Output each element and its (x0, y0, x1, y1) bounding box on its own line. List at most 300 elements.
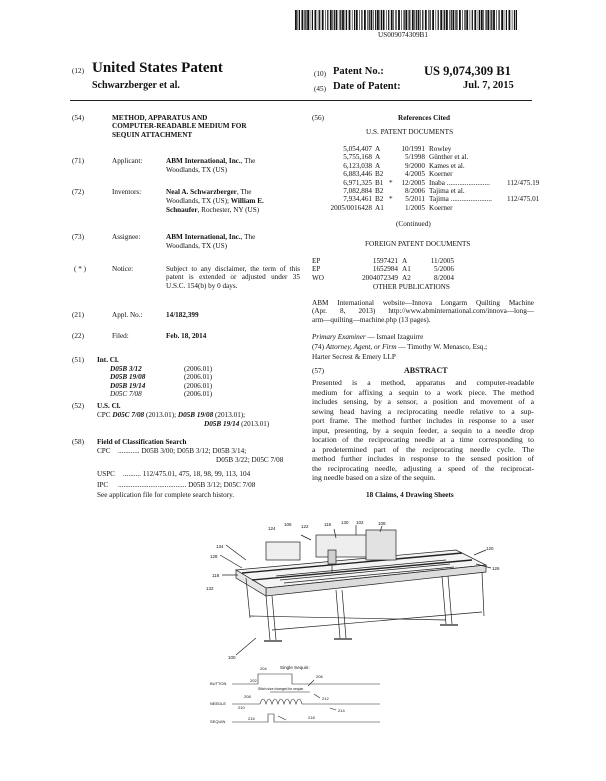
see-application: See application file for complete search history. (97, 491, 235, 499)
examiner-label: Primary Examiner (312, 333, 366, 341)
applicant-line2: Woodlands, TX (US) (166, 166, 227, 174)
us-doc-no: 5,755,168 (343, 153, 372, 162)
title-line-1: METHOD, APPARATUS AND (112, 114, 208, 122)
barcode-bar (504, 10, 505, 30)
us-doc-cls: 112/475.19 (507, 178, 540, 187)
barcode-graphic (295, 10, 517, 30)
applicant-place1: , The (240, 157, 256, 165)
barcode-bar (383, 10, 385, 30)
us-doc-name: Kames et al. (429, 161, 465, 170)
cpc-code-2: D05B 19/08 (177, 411, 214, 419)
us-doc-row (312, 187, 539, 195)
us-doc-star: * (389, 195, 393, 204)
barcode-bar (307, 10, 309, 30)
us-doc-name: Koerner (429, 170, 453, 179)
field-ipc-label: IPC (97, 481, 109, 489)
continued: (Continued) (396, 220, 431, 228)
barcode-bar (501, 10, 503, 30)
assignee-line2: Woodlands, TX (US) (166, 242, 227, 250)
barcode-bar (312, 10, 313, 30)
us-doc-cls: 112/475.01 (507, 195, 540, 204)
foreign-doc-c: WO (312, 273, 324, 282)
barcode-bar (416, 10, 417, 30)
abstract-title: ABSTRACT (404, 366, 448, 375)
barcode-bar (496, 10, 497, 30)
barcode-bar (327, 10, 328, 30)
intcl-list (110, 365, 212, 399)
barcode-bar (381, 10, 382, 30)
abstract-line: Presented is a method, apparatus and computer-readable (312, 378, 534, 387)
inventors-label: Inventors: (112, 188, 142, 196)
field-label: Field of Classification Search (97, 438, 187, 446)
barcode-bar (478, 10, 479, 30)
cpc-year-2: (2013.01); (213, 411, 246, 419)
us-doc-no: 2005/0016428 (330, 203, 372, 212)
barcode-bar (491, 10, 492, 30)
barcode-bar (490, 10, 491, 30)
us-doc-row (312, 170, 539, 178)
barcode-bar (332, 10, 333, 30)
barcode-bar (404, 10, 405, 30)
barcode-bar (295, 10, 297, 30)
us-doc-no: 5,054,407 (343, 145, 372, 153)
timing-label-needle: NEEDLE (210, 701, 227, 706)
machine-figure (206, 520, 506, 660)
barcode-bar (401, 10, 402, 30)
us-doc-k: B2 (375, 170, 384, 179)
barcode-bar (304, 10, 305, 30)
cpc-line2 (204, 420, 269, 428)
inventors-line2 (166, 197, 264, 205)
barcode-bar (339, 10, 340, 30)
us-doc-name: Inaba ........................ (429, 178, 490, 187)
barcode-bar (449, 10, 450, 30)
barcode-bar (354, 10, 355, 30)
filed-date: Feb. 18, 2014 (166, 332, 207, 340)
us-doc-cls (507, 162, 539, 170)
us-doc-no: 6,883,446 (343, 170, 372, 179)
notice-label: Notice: (112, 265, 134, 273)
barcode-bar (373, 10, 374, 30)
barcode-bar (493, 10, 495, 30)
intcl-code: D05B 3/12 (110, 365, 142, 373)
title-line-3: SEQUIN ATTACHMENT (112, 130, 193, 139)
barcode-bar (299, 10, 300, 30)
us-doc-no: 6,971,325 (343, 178, 372, 187)
examiner-name: — Ismael Izaguirre (365, 333, 424, 341)
code-12: (12) (72, 67, 84, 75)
barcode-bar (330, 10, 332, 30)
invention-title (112, 114, 247, 139)
code-21: (21) (72, 311, 84, 319)
barcode-bar (334, 10, 335, 30)
barcode-bar (310, 10, 311, 30)
us-doc-date: 9/2000 (405, 161, 425, 170)
barcode-bar (405, 10, 407, 30)
field-cpc-label: CPC (97, 447, 111, 455)
timing-ref: 212 (322, 696, 329, 701)
field-cpc-line2: D05B 3/22; D05C 7/08 (216, 456, 284, 464)
foreign-doc-c: EP (312, 265, 321, 274)
uscl-label: U.S. Cl. (97, 402, 121, 410)
barcode-bar (438, 10, 439, 30)
abstract-line: port frame. The method further includes in response to a user (312, 416, 534, 425)
barcode-bar (453, 10, 455, 30)
foreign-docs-title: FOREIGN PATENT DOCUMENTS (365, 240, 471, 248)
date-label: Date of Patent: (333, 81, 401, 92)
foreign-doc-date: 8/2004 (434, 273, 454, 282)
other-pubs-title: OTHER PUBLICATIONS (373, 283, 450, 291)
abstract-text (312, 378, 534, 483)
code-72: (72) (72, 188, 84, 196)
us-doc-name: Günther et al. (429, 153, 469, 162)
barcode-bar (487, 10, 489, 30)
inventor1-name: Neal A. Schwarzberger (166, 188, 237, 196)
barcode-bar (430, 10, 431, 30)
notice-line-1: Subject to any disclaimer, the term of this (166, 265, 300, 273)
attorney-label: Attorney, Agent, or Firm (325, 343, 397, 351)
us-doc-date: 12/2005 (401, 178, 425, 187)
barcode-bar (443, 10, 444, 30)
cpc-code-1: D05C 7/08 (112, 411, 145, 419)
abstract-line: input, presenting, by a sequin feeder, a sequin to a needle drop (312, 425, 534, 435)
barcode-bar (446, 10, 448, 30)
attorney-line (312, 343, 487, 351)
fig-ref: 122 (301, 524, 309, 529)
timing-ref: 216 (248, 716, 255, 721)
barcode-bar (349, 10, 351, 30)
timing-ref: 206 (316, 674, 323, 679)
fig-ref: 102 (356, 520, 364, 525)
references-title: References Cited (398, 114, 450, 122)
title-line-2: COMPUTER-READABLE MEDIUM FOR (112, 122, 247, 131)
code-51: (51) (72, 356, 84, 364)
patent-date: Jul. 7, 2015 (463, 80, 514, 91)
barcode-bar (361, 10, 362, 30)
barcode-bar (486, 10, 487, 30)
timing-ref: 218 (308, 715, 315, 720)
code-57: (57) (312, 367, 324, 375)
intcl-row (110, 365, 212, 373)
timing-drawing (210, 664, 440, 726)
us-doc-k: B2 (375, 187, 384, 196)
foreign-doc-row (312, 265, 454, 273)
inventor2-name: William E. (230, 197, 264, 205)
foreign-doc-k: A (402, 257, 408, 265)
barcode-bar (409, 10, 410, 30)
barcode-bar (346, 10, 347, 30)
barcode-bar (506, 10, 507, 30)
cpc-year-3: (2013.01) (239, 420, 270, 428)
timing-ref: 204 (260, 666, 267, 671)
barcode-bar (420, 10, 421, 30)
machine-drawing (206, 520, 506, 660)
assignee-label: Assignee: (112, 233, 141, 241)
foreign-docs-table (312, 257, 454, 282)
fig-ref: 120 (486, 546, 494, 551)
barcode-bar (483, 10, 484, 30)
barcode-bar (455, 10, 456, 30)
us-doc-date: 4/2005 (405, 170, 425, 179)
us-doc-date: 10/1991 (401, 145, 425, 153)
barcode-bar (364, 10, 366, 30)
barcode-bar (440, 10, 442, 30)
intcl-year: (2006.01) (184, 381, 213, 390)
barcode-bar (474, 10, 476, 30)
us-doc-date: 8/2006 (405, 187, 425, 196)
timing-ref: 210 (238, 705, 245, 710)
foreign-doc-no: 1652984 (372, 265, 398, 274)
other-line-3: arm—quilting—machine.php (13 pages). (312, 315, 431, 324)
foreign-doc-date: 5/2006 (434, 265, 454, 274)
assignee-name: ABM International, Inc. (166, 233, 241, 241)
code-45: (45) (314, 85, 326, 93)
fig-ref: 108 (378, 521, 386, 526)
us-doc-date: 5/1998 (405, 153, 425, 162)
intcl-code: D05C 7/08 (110, 390, 142, 399)
us-doc-cls (507, 187, 539, 195)
barcode-bar (470, 10, 471, 30)
filed-label: Filed: (112, 332, 129, 340)
intcl-code: D05B 19/08 (110, 373, 146, 382)
barcode-bar (516, 10, 517, 30)
fig-ref: 128 (210, 554, 218, 559)
fig-ref: 126 (492, 566, 500, 571)
barcode-bar (414, 10, 415, 30)
intcl-code: D05B 19/14 (110, 381, 146, 390)
attorney-line2: Harter Secrest & Emery LLP (312, 353, 396, 361)
intcl-label: Int. Cl. (97, 356, 119, 364)
appl-label: Appl. No.: (112, 311, 143, 319)
applicant-label: Applicant: (112, 157, 143, 165)
barcode-bar (371, 10, 373, 30)
us-doc-k: A (375, 161, 381, 170)
foreign-doc-k: A2 (402, 273, 411, 282)
cpc-year-1: (2013.01); (144, 411, 178, 419)
barcode-bar (422, 10, 423, 30)
us-doc-cls (507, 204, 539, 212)
barcode-bar (418, 10, 420, 30)
barcode-bar (386, 10, 387, 30)
fig-ref: 106 (284, 522, 292, 527)
foreign-doc-row (312, 257, 454, 265)
intcl-year: (2006.01) (184, 373, 213, 382)
code-22: (22) (72, 332, 84, 340)
barcode-bar (352, 10, 353, 30)
cpc-label: CPC (97, 411, 111, 419)
inventor1-place: , The (236, 188, 252, 196)
foreign-doc-row (312, 274, 454, 282)
barcode-bar (466, 10, 468, 30)
intcl-year: (2006.01) (184, 365, 213, 373)
fig-ref: 134 (216, 544, 224, 549)
fig-ref: 132 (206, 586, 214, 591)
us-doc-name: Rowley (429, 145, 452, 153)
us-doc-name: Koerner (429, 203, 453, 212)
barcode-bar (459, 10, 461, 30)
foreign-doc-date: 11/2005 (430, 257, 454, 265)
abstract-line: location of the reciprocating needle at a time corresponding to (312, 435, 534, 444)
barcode-bar (395, 10, 396, 30)
us-doc-name: Tajima et al. (429, 187, 465, 196)
us-doc-date: 5/2011 (405, 195, 425, 204)
fig-ref: 124 (268, 526, 276, 531)
us-doc-k: A (375, 145, 381, 153)
us-doc-k: B1 (375, 178, 384, 187)
barcode-bar (499, 10, 500, 30)
fig-ref: 116 (324, 522, 332, 527)
barcode-bar (367, 10, 368, 30)
cpc-code-3: D05B 19/14 (204, 420, 240, 428)
us-doc-cls (507, 153, 539, 161)
barcode-bar (391, 10, 393, 30)
inventor1-place2: Woodlands, TX (US); (166, 197, 231, 205)
barcode-bar (318, 10, 319, 30)
code-10: (10) (314, 70, 326, 78)
inventor2-place: , Rochester, NY (US) (197, 206, 260, 214)
claims-sheets: 18 Claims, 4 Drawing Sheets (366, 491, 454, 499)
barcode-bar (512, 10, 513, 30)
us-doc-date: 1/2005 (405, 203, 425, 212)
intcl-row (110, 382, 212, 390)
patent-number: US 9,074,309 B1 (424, 64, 511, 78)
timing-label-button: BUTTON (210, 681, 227, 686)
intcl-row (110, 390, 212, 398)
barcode-bar (340, 10, 341, 30)
foreign-doc-no: 1597421 (372, 257, 398, 265)
us-doc-cls (507, 170, 539, 178)
barcode-bar (369, 10, 370, 30)
field-uspc-label: USPC (97, 470, 115, 478)
foreign-doc-no: 2004072349 (362, 273, 398, 282)
barcode-bar (514, 10, 515, 30)
timing-ref: 202 (250, 678, 257, 683)
us-doc-cls (507, 145, 539, 153)
applicant-name: ABM International, Inc. (166, 157, 241, 165)
us-doc-name: Tajima ....................... (429, 195, 492, 204)
abstract-line: medium for affixing a sequin to a work piece. The method (312, 387, 534, 397)
barcode-bar (325, 10, 326, 30)
barcode-bar (336, 10, 338, 30)
barcode-bar (451, 10, 452, 30)
header-rule (70, 100, 532, 101)
barcode-bar (456, 10, 457, 30)
code-58: (58) (72, 438, 84, 446)
appl-number: 14/182,399 (166, 311, 199, 319)
abstract-line: includes sensing, by a sensor, a position and movement of a (312, 397, 534, 406)
foreign-doc-c: EP (312, 257, 321, 265)
us-doc-k: B2 (375, 195, 384, 204)
barcode-bar (315, 10, 317, 30)
code-71: (71) (72, 157, 84, 165)
notice-line-2: patent is extended or adjusted under 35 (166, 273, 300, 282)
inventors-line1 (166, 188, 252, 196)
barcode-bar (375, 10, 376, 30)
intcl-row (110, 373, 212, 381)
abstract-line: a predetermined part of the reciprocating needle cycle. The (312, 444, 534, 454)
barcode-bar (380, 10, 381, 30)
abstract-line: sewing head having a reciprocating needle relative to a sup- (312, 406, 534, 416)
barcode-bar (305, 10, 306, 30)
barcode-bar (444, 10, 445, 30)
intcl-year: (2006.01) (184, 390, 213, 399)
us-doc-row (312, 145, 539, 153)
timing-ref: 208 (244, 694, 251, 699)
barcode-bar (298, 10, 299, 30)
barcode-bar (388, 10, 389, 30)
us-doc-row (312, 195, 539, 203)
barcode-bar (359, 10, 360, 30)
inventors-line3 (166, 206, 259, 214)
barcode-bar (425, 10, 427, 30)
other-line-2: (Apr. 8, 2013) http://www.abminternational.com/innova—long— (312, 307, 534, 316)
barcode-bar (436, 10, 437, 30)
barcode-bar (398, 10, 400, 30)
barcode-bar (322, 10, 324, 30)
fig-ref: 118 (212, 573, 220, 578)
notice-line-3: U.S.C. 154(b) by 0 days. (166, 281, 238, 290)
other-pubs-text (312, 299, 534, 324)
other-line-1: ABM International website—Innova Longarm Quilting Machine (312, 299, 534, 307)
barcode-bar (428, 10, 429, 30)
timing-title: Single Sequin: (280, 665, 310, 670)
us-doc-k: A (375, 153, 381, 162)
inventor2-surname: Schnaufer (166, 206, 198, 214)
us-doc-row (312, 204, 539, 212)
fig-ref: 100 (228, 655, 236, 660)
field-ipc: ...................................... D05B 3/12; D05C 7/08 (118, 481, 256, 489)
field-uspc: .......... 112/475.01, 475, 18, 98, 99, 113, 104 (123, 470, 251, 478)
code-54: (54) (72, 114, 84, 122)
barcode-bar (342, 10, 344, 30)
barcode-bar (345, 10, 346, 30)
us-doc-k: A1 (375, 203, 384, 212)
timing-label-sequin: SEQUIN (210, 719, 226, 724)
barcode-bar (462, 10, 463, 30)
inventors-short: Schwarzberger et al. (92, 80, 180, 91)
barcode-bar (432, 10, 434, 30)
patent-no-label: Patent No.: (333, 66, 384, 77)
code-notice: ( * ) (74, 265, 86, 273)
us-docs-title: U.S. PATENT DOCUMENTS (366, 128, 454, 136)
us-doc-row (312, 179, 539, 187)
assignee-line1 (166, 233, 255, 241)
timing-note: Stitch size changed for sequin (258, 687, 304, 691)
barcode-bar (479, 10, 480, 30)
barcode-bar (356, 10, 358, 30)
notice-text (166, 265, 300, 290)
foreign-doc-k: A1 (402, 265, 411, 274)
us-docs-table (312, 145, 539, 212)
code-74: (74) (312, 343, 324, 351)
us-doc-no: 7,082,884 (343, 187, 372, 196)
barcode-bar (464, 10, 465, 30)
barcode-bar (408, 10, 409, 30)
barcode-bar (481, 10, 483, 30)
barcode-bar (319, 10, 320, 30)
us-doc-row (312, 162, 539, 170)
patent-type-title: United States Patent (92, 60, 223, 76)
barcode (295, 10, 517, 30)
code-73: (73) (72, 233, 84, 241)
examiner-line (312, 333, 423, 341)
cpc-line1 (97, 411, 245, 419)
us-doc-star: * (389, 178, 393, 187)
applicant-line1 (166, 157, 255, 165)
timing-figure (210, 664, 440, 726)
us-doc-no: 6,123,038 (343, 161, 372, 170)
attorney-name: — Timothy W. Menasco, Esq.; (396, 343, 488, 351)
